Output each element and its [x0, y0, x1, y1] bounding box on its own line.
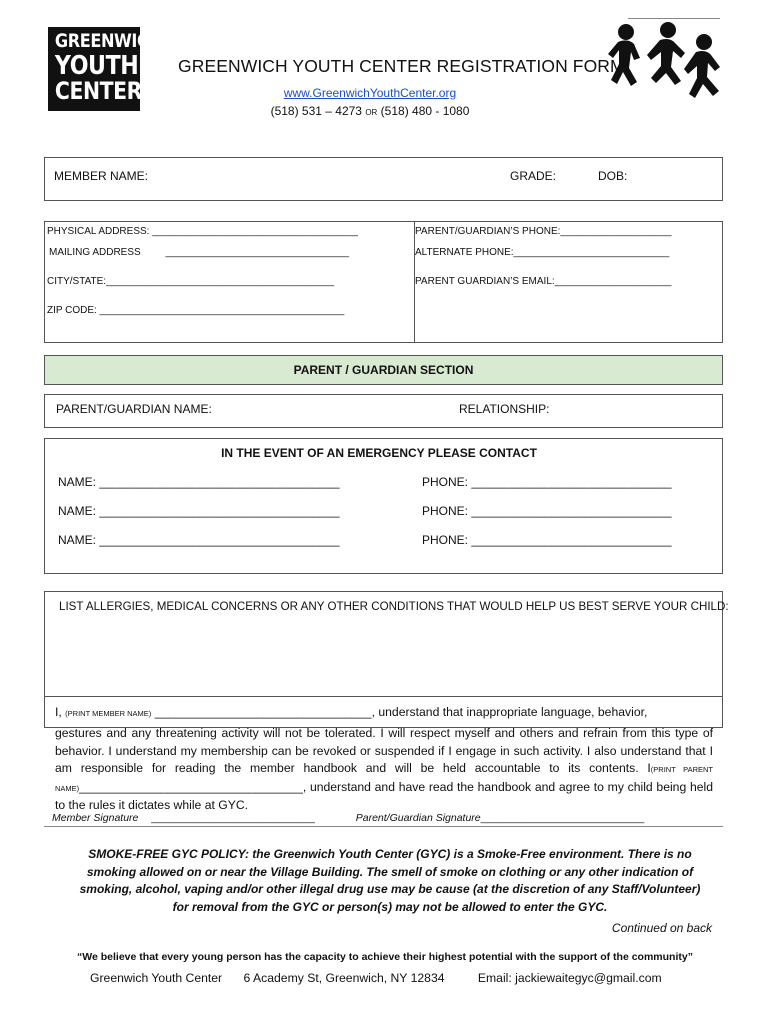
mailing-address-line: _________________________________: [165, 247, 350, 258]
member-name-field[interactable]: MEMBER NAME:: [54, 169, 149, 183]
medical-box[interactable]: [44, 591, 729, 697]
agreement-line-1-rest: ________________________________, understand that inappropriate language, behavior,: [154, 705, 648, 719]
city-state-field[interactable]: CITY/STATE:_________________________________________: [47, 276, 335, 287]
emergency-phone-3[interactable]: PHONE: ______________________________: [422, 533, 672, 547]
agreement-body-text: gestures and any threatening activity will not be tolerated. I will respect myself and others and refrain from this type of behavior. I understand my membership can be revoked or suspended if I engage in such activity. I also understand that I am responsible for reading the member handbook and will be held accountable to its contents. I: [55, 726, 713, 775]
print-parent-label: (PRINT PARENT NAME): [55, 765, 713, 793]
zip-code-field[interactable]: ZIP CODE: ____________________________________________: [47, 305, 345, 316]
member-signature-line[interactable]: ____________________________: [151, 812, 315, 824]
agreement-body: [55, 725, 713, 815]
alternate-phone-field[interactable]: ALTERNATE PHONE:____________________________: [415, 247, 670, 258]
guardian-section-title: PARENT / GUARDIAN SECTION: [293, 363, 474, 377]
guardian-section-header: [44, 355, 723, 385]
emergency-name-3[interactable]: NAME: ____________________________________: [58, 533, 340, 547]
relationship-field[interactable]: RELATIONSHIP:: [459, 402, 550, 416]
medical-label: LIST ALLERGIES, MEDICAL CONCERNS OR ANY OTHER CONDITIONS THAT WOULD HELP US BEST SERVE YOUR CHILD:: [59, 600, 729, 613]
parent-signature-line[interactable]: ____________________________: [480, 812, 645, 824]
logo-line-1: GREENWICH: [54, 30, 162, 52]
phone-line: [178, 104, 562, 118]
agreement-line-1[interactable]: [55, 705, 647, 719]
agreement-i: I,: [55, 705, 62, 719]
print-member-label: (PRINT MEMBER NAME): [65, 709, 152, 718]
phone-b: (518) 480 - 1080: [380, 104, 470, 118]
footer-email[interactable]: Email: jackiewaitegyc@gmail.com: [477, 971, 662, 985]
mailing-address-field[interactable]: [49, 247, 349, 258]
emergency-phone-2[interactable]: PHONE: ______________________________: [422, 504, 672, 518]
gyc-logo: [48, 27, 162, 111]
physical-address-field[interactable]: PHYSICAL ADDRESS: _____________________________________: [47, 226, 358, 237]
guardian-name-field[interactable]: PARENT/GUARDIAN NAME:: [56, 402, 212, 416]
logo-line-2: YOUTH: [54, 51, 139, 81]
website-link[interactable]: www.GreenwichYouthCenter.org: [283, 86, 457, 100]
signature-row: [52, 812, 712, 824]
member-signature-label: Member Signature: [52, 812, 139, 824]
smoke-free-policy: SMOKE-FREE GYC POLICY: the Greenwich Youth Center (GYC) is a Smoke-Free environment. There is no smoking allowed on or near the Village Building. The smell of smoke on clothing or any other indication of smoking, alcohol, vaping and/or other illegal drug use may be cause (at the discretion of any Staff/Volunteer) for removal from the GYC or person(s) may not be allowed to enter the GYC.: [79, 847, 701, 914]
grade-field[interactable]: GRADE:: [510, 169, 557, 183]
mission-quote: “We believe that every young person has the capacity to achieve their highest potential with the support of the community”: [77, 951, 693, 963]
parent-email-field[interactable]: PARENT GUARDIAN’S EMAIL:_____________________: [415, 276, 672, 287]
emergency-phone-1[interactable]: PHONE: ______________________________: [422, 475, 672, 489]
mailing-address-label: MAILING ADDRESS: [49, 247, 141, 258]
agreement-body-2: _________________________________, understand and have read the handbook and agree to my child being held to the rules it dictates while at GYC.: [55, 779, 713, 812]
phone-a: (518) 531 – 4273: [270, 104, 362, 118]
parent-signature-label: Parent/Guardian Signature: [355, 812, 481, 824]
emergency-name-2[interactable]: NAME: ____________________________________: [58, 504, 340, 518]
dob-field[interactable]: DOB:: [598, 169, 628, 183]
footer-address: 6 Academy St, Greenwich, NY 12834: [243, 971, 445, 985]
member-box: [44, 157, 723, 201]
guardian-box: [44, 394, 723, 428]
continued-on-back: Continued on back: [611, 921, 712, 935]
phone-or: OR: [365, 108, 378, 117]
logo-line-3: CENTER: [54, 77, 142, 105]
emergency-box: [44, 438, 723, 574]
emergency-name-1[interactable]: NAME: ____________________________________: [58, 475, 340, 489]
footer-org: Greenwich Youth Center: [90, 971, 223, 985]
emergency-title: IN THE EVENT OF AN EMERGENCY PLEASE CONTACT: [221, 446, 537, 460]
form-title: GREENWICH YOUTH CENTER REGISTRATION FORM: [178, 56, 625, 76]
parent-phone-field[interactable]: PARENT/GUARDIAN’S PHONE:____________________: [415, 226, 672, 237]
address-box: [44, 221, 723, 343]
top-right-line: [628, 18, 720, 19]
signature-rule: [44, 826, 723, 827]
footer: [90, 971, 662, 985]
